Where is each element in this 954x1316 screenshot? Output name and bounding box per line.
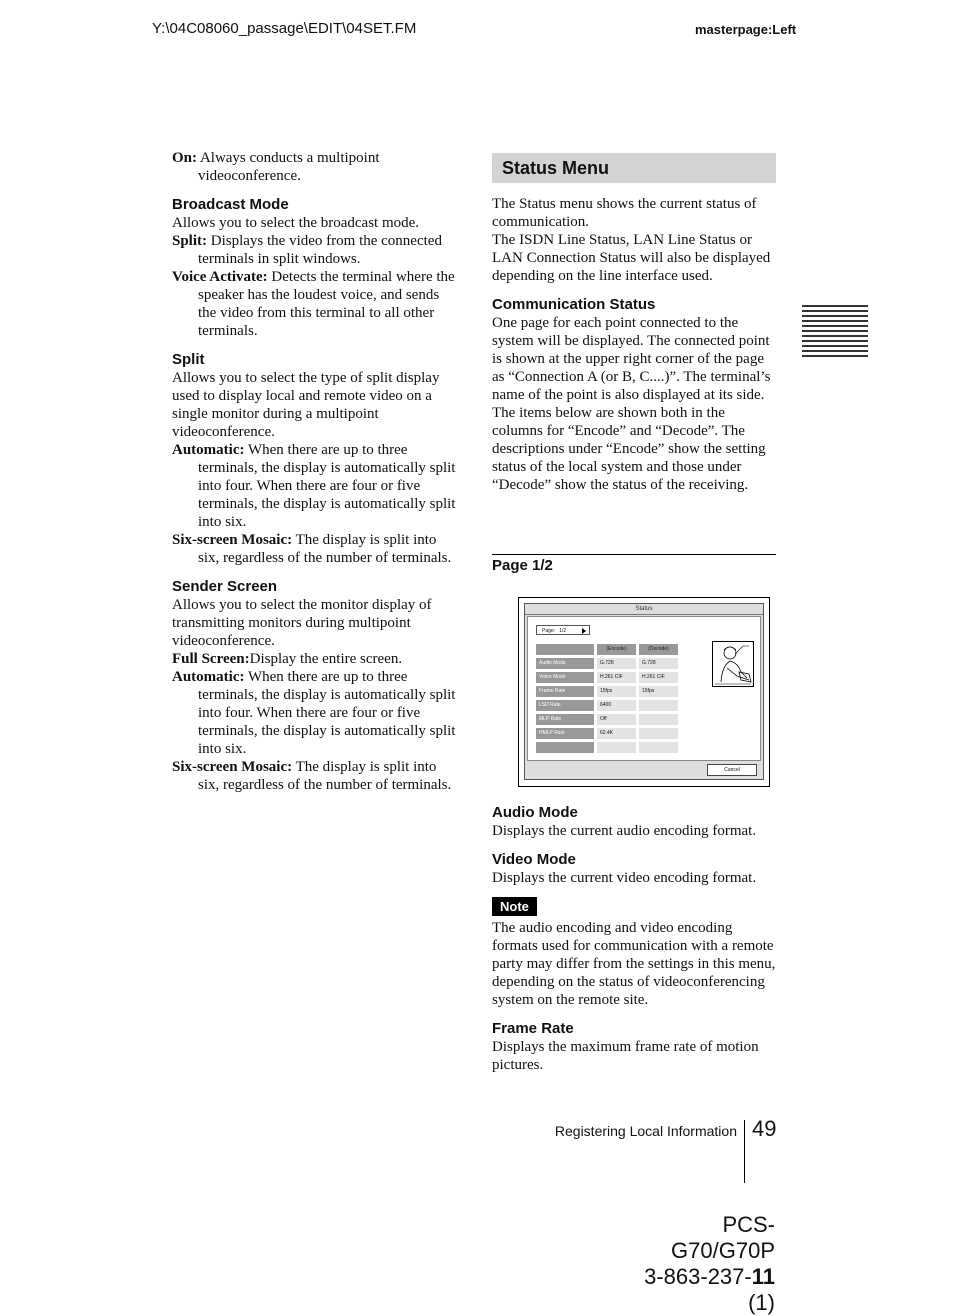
right-column-bottom xyxy=(492,804,776,1074)
split-intro: Allows you to select the type of split display used to display local and remote video on a single monitor during a multipoint videoconference. xyxy=(172,370,440,440)
split-option: Split: Displays the video from the connected terminals in split windows. xyxy=(172,233,442,267)
section-rule xyxy=(492,554,776,555)
model-number xyxy=(620,1212,775,1316)
row-encode-value: 62.4K xyxy=(597,728,636,739)
row-encode-value: Off xyxy=(597,714,636,725)
voice-activate-option: Voice Activate: Detects the terminal where the speaker has the loudest voice, and sends the video from this terminal to all other terminals. xyxy=(172,269,455,339)
communication-status-paragraph-1: One page for each point connected to the system will be displayed. The connected point is shown at the upper right corner of the page as “Connection A (or B, C....)”. The terminal’s name of the point is also displayed at its side. xyxy=(492,315,771,403)
video-mode-text: Displays the current video encoding format. xyxy=(492,870,757,886)
row-decode-value: G.728 xyxy=(639,658,678,669)
footer-divider xyxy=(744,1120,745,1183)
left-column xyxy=(172,149,458,794)
footer-section-title: Registering Local Information xyxy=(554,1123,737,1139)
communication-status-heading: Communication Status xyxy=(492,296,656,313)
row-decode-value xyxy=(639,700,678,711)
sender-mosaic-option: Six-screen Mosaic: The display is split into six, regardless of the number of terminals. xyxy=(172,759,452,793)
split-heading: Split xyxy=(172,351,205,368)
status-window-title: Status xyxy=(525,604,763,615)
row-label: Frame Rate xyxy=(536,686,594,697)
row-encode-value: G.728 xyxy=(597,658,636,669)
frame-rate-heading: Frame Rate xyxy=(492,1020,574,1037)
status-window-body xyxy=(527,616,761,761)
row-decode-value xyxy=(639,714,678,725)
cancel-button[interactable]: Cancel xyxy=(707,764,757,776)
encode-column-header: (Encode) xyxy=(597,644,636,655)
decode-column-header: (Decode) xyxy=(639,644,678,655)
video-mode-heading: Video Mode xyxy=(492,851,576,868)
row-encode-value: 6400 xyxy=(597,700,636,711)
status-screen-illustration xyxy=(518,597,770,787)
on-option: On: Always conducts a multipoint videoconference. xyxy=(172,150,380,184)
file-path-header: Y:\04C08060_passage\EDIT\04SET.FM xyxy=(152,20,417,37)
broadcast-mode-heading: Broadcast Mode xyxy=(172,196,289,213)
row-encode-value xyxy=(597,742,636,753)
row-decode-value: 15fps xyxy=(639,686,678,697)
status-menu-paragraph-2: The ISDN Line Status, LAN Line Status or LAN Connection Status will also be displayed depending on the line interface used. xyxy=(492,232,771,284)
audio-mode-text: Displays the current audio encoding format. xyxy=(492,823,757,839)
sender-screen-intro: Allows you to select the monitor display of transmitting monitors during multipoint videoconference. xyxy=(172,597,432,649)
sender-full-screen-option: Full Screen:Display the entire screen. xyxy=(172,651,403,667)
sender-automatic-option: Automatic: When there are up to three terminals, the display is automatically split into four. When there are four or five terminals, the display is automatically split into six. xyxy=(172,669,456,757)
split-mosaic-option: Six-screen Mosaic: The display is split into six, regardless of the number of terminals. xyxy=(172,532,452,566)
row-label xyxy=(536,742,594,753)
row-label: LSD Rate xyxy=(536,700,594,711)
page-heading-block xyxy=(492,557,776,575)
row-encode-value: 15fps xyxy=(597,686,636,697)
page-1-2-heading: Page 1/2 xyxy=(492,557,553,574)
table-header-blank xyxy=(536,644,594,655)
masterpage-label: masterpage:Left xyxy=(695,22,797,37)
page-number: 49 xyxy=(752,1116,777,1141)
remote-terminal-picture xyxy=(712,641,754,687)
page-selector[interactable] xyxy=(536,625,590,635)
sender-screen-heading: Sender Screen xyxy=(172,578,278,595)
note-label: Note xyxy=(492,897,537,916)
row-decode-value xyxy=(639,728,678,739)
status-menu-bar xyxy=(492,153,776,183)
status-menu-heading: Status Menu xyxy=(502,158,610,178)
model-name: PCS-G70/G70P xyxy=(671,1212,775,1263)
row-label: MLP Rate xyxy=(536,714,594,725)
broadcast-mode-intro: Allows you to select the broadcast mode. xyxy=(172,215,420,231)
frame-rate-text: Displays the maximum frame rate of motion pictures. xyxy=(492,1039,759,1073)
status-menu-paragraph-1: The Status menu shows the current status of communication. xyxy=(492,196,757,230)
communication-status-paragraph-2: The items below are shown both in the columns for “Encode” and “Decode”. The descriptions under “Encode” show the setting status of the local system and those under “Decode” show the status of the receiving. xyxy=(492,405,766,493)
status-window-footer xyxy=(525,761,763,778)
part-number: 3-863-237-11 (1) xyxy=(644,1264,775,1315)
page-next-arrow-icon[interactable] xyxy=(582,628,586,634)
audio-mode-heading: Audio Mode xyxy=(492,804,578,821)
status-window xyxy=(524,603,764,780)
row-label: HMLP Rate xyxy=(536,728,594,739)
page-selector-label: Page: xyxy=(542,628,556,634)
split-automatic-option: Automatic: When there are up to three terminals, the display is automatically split into four. When there are four or five terminals, the display is automatically split into six. xyxy=(172,442,456,530)
person-at-desk-icon xyxy=(713,642,753,686)
page-selector-value: 1/2 xyxy=(559,628,567,634)
row-label: Audio Mode xyxy=(536,658,594,669)
row-label: Video Mode xyxy=(536,672,594,683)
row-decode-value xyxy=(639,742,678,753)
right-column-top xyxy=(492,153,776,494)
row-encode-value: H.261 CIF xyxy=(597,672,636,683)
note-text: The audio encoding and video encoding formats used for communication with a remote party may differ from the settings in this menu, depending on the status of videoconferencing system on the remote site. xyxy=(492,920,776,1008)
row-decode-value: H.261 CIF xyxy=(639,672,678,683)
